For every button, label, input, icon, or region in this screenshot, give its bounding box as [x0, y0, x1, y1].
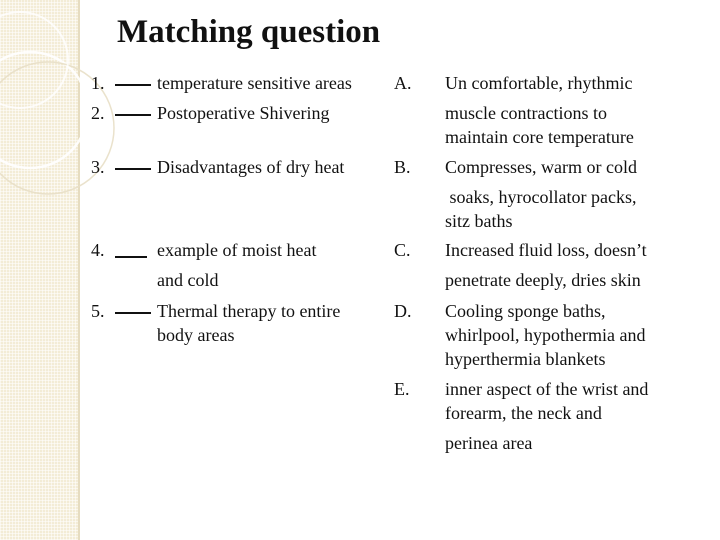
answer-text: maintain core temperature — [445, 127, 634, 147]
answer-text: Compresses, warm or cold — [445, 157, 637, 177]
answer-text: Increased fluid loss, doesn’t — [445, 240, 647, 260]
answer-blank[interactable] — [115, 114, 151, 116]
answer-text: sitz baths — [445, 211, 513, 231]
answer-text: perinea area — [445, 433, 533, 453]
question-text: Disadvantages of dry heat — [157, 157, 345, 177]
answer-blank[interactable] — [115, 256, 147, 258]
answer-letter: E. — [394, 379, 410, 399]
answer-text: forearm, the neck and — [445, 403, 602, 423]
question-text: Thermal therapy to entire — [157, 301, 341, 321]
answer-text: soaks, hyrocollator packs, — [445, 187, 637, 207]
answer-letter: C. — [394, 240, 411, 260]
answer-blank[interactable] — [115, 312, 151, 314]
question-text: temperature sensitive areas — [157, 73, 352, 93]
question-number: 3. — [91, 157, 105, 177]
answer-blank[interactable] — [115, 84, 151, 86]
answer-text: penetrate deeply, dries skin — [445, 270, 641, 290]
question-number: 1. — [91, 73, 105, 93]
answer-text: Cooling sponge baths, — [445, 301, 606, 321]
answer-letter: D. — [394, 301, 412, 321]
question-number: 4. — [91, 240, 105, 260]
answer-text: whirlpool, hypothermia and — [445, 325, 646, 345]
question-text: body areas — [157, 325, 235, 345]
question-text: and cold — [157, 270, 219, 290]
question-text: example of moist heat — [157, 240, 317, 260]
question-text: Postoperative Shivering — [157, 103, 330, 123]
answer-letter: B. — [394, 157, 411, 177]
answer-blank[interactable] — [115, 168, 151, 170]
answer-text: Un comfortable, rhythmic — [445, 73, 633, 93]
answer-letter: A. — [394, 73, 412, 93]
page-title: Matching question — [117, 14, 381, 50]
answer-text: inner aspect of the wrist and — [445, 379, 649, 399]
answer-text: hyperthermia blankets — [445, 349, 606, 369]
answer-text: muscle contractions to — [445, 103, 607, 123]
question-number: 5. — [91, 301, 105, 321]
question-number: 2. — [91, 103, 105, 123]
